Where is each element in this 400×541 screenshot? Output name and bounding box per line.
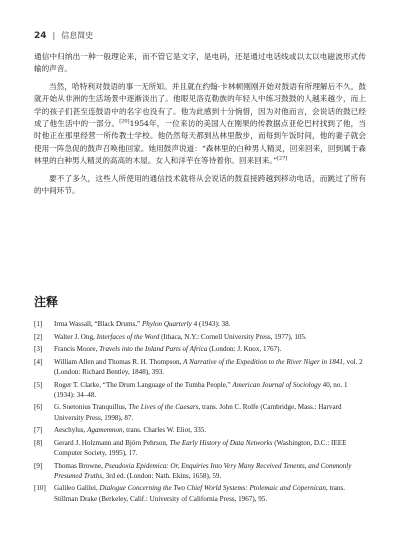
header-separator: | — [52, 31, 56, 40]
note-number: [3] — [34, 345, 43, 354]
note-text-plain: 4 (1943): 38. — [191, 320, 231, 328]
note-item — [34, 332, 368, 342]
footnote-ref: [27] — [277, 155, 288, 162]
note-text-title: American Journal of Sociology — [232, 380, 321, 389]
note-text-plain: Thomas Browne, — [54, 461, 105, 470]
note-text-title: The Early History of Data Networks — [169, 438, 273, 447]
note-text-plain: Francis Moore, — [54, 345, 100, 354]
note-item — [34, 438, 368, 458]
notes-list — [34, 319, 368, 506]
note-text — [54, 319, 368, 329]
note-text-title: Interfaces of the Word — [96, 332, 160, 341]
note-text-title: Dialogue Concerning the Two Chief World Systems: Ptolemaic and Copernican — [99, 484, 326, 493]
note-text-plain: , trans. Charles W. Eliot, 335. — [122, 426, 207, 435]
note-text — [54, 344, 368, 354]
note-text-title: Agamemnon — [87, 426, 123, 435]
book-title: 信息简史 — [61, 31, 94, 40]
note-item — [34, 461, 368, 481]
note-number: [2] — [34, 332, 43, 341]
paragraph — [34, 81, 366, 168]
running-header — [34, 30, 366, 44]
note-item — [34, 357, 368, 377]
paragraph: 通信中归纳出一种一般理论来，而不管它是文字，是电码，还是通过电话线或以太以电磁波形式传输的声音。 — [34, 52, 366, 74]
note-item — [34, 483, 368, 503]
note-text-title: A Narrative of the Expedition to the River Niger in 1841 — [183, 357, 343, 366]
footnote-ref: [20] — [119, 118, 130, 125]
paragraph-text: 当然，哈特利对鼓语的事一无所知。并且就在约翰·卡林顿刚刚开始对鼓语有所理解后不久，鼓就开始从非洲的生活场景中逐渐淡出了。他眼见洛克勒族的年轻人中练习鼓鼓的人越来越少，而上学的孩子们甚至连鼓语中的名字也没有了。他为此感到十分惋惜，因为对他而言，会说话的鼓已经成了他生活中的一部分。 — [34, 81, 366, 129]
note-item — [34, 425, 368, 435]
note-text-title: Pseudoxia Epidemica: Or, Enquiries Into Very Many Received Tenents, and Commonly Presumed Truths — [54, 461, 352, 480]
note-text — [54, 380, 368, 400]
note-item — [34, 319, 368, 329]
note-number: [5] — [34, 380, 43, 389]
page-number: 24 — [34, 31, 47, 41]
notes-heading: 注释 — [34, 295, 59, 309]
note-text-plain: Aeschylus, — [54, 426, 88, 435]
paragraph: 要不了多久，这些人所使用的通信技术就将从会说话的鼓直接跨越到移动电话，而跳过了所有的中间环节。 — [34, 173, 366, 196]
note-text-plain: , trans. Stillman Drake (Berkeley, Calif.: University of California Press, 1967), 95. — [54, 484, 346, 503]
note-text-plain: (London: J. Knox, 1767). — [207, 345, 282, 354]
note-number: [10] — [34, 484, 46, 493]
note-text-plain: Gerard J. Holzmann and Björn Pehrson, — [54, 438, 170, 447]
note-text-plain: G. Suetonius Tranquillus, — [54, 403, 129, 412]
note-text-plain: William Allen and Thomas R. H. Thompson, — [54, 357, 184, 366]
note-text-plain: , 3rd ed. (London: Nath. Ekins, 1658), 59. — [102, 471, 222, 480]
note-text — [54, 483, 368, 503]
note-number: [1] — [34, 320, 43, 328]
note-number: [8] — [34, 438, 43, 447]
note-item — [34, 344, 368, 354]
note-text — [54, 425, 368, 435]
note-number: [9] — [34, 461, 43, 470]
note-text-title: Phylon Quarterly — [141, 320, 192, 328]
note-number: [7] — [34, 426, 43, 435]
note-number: [6] — [34, 403, 43, 412]
note-text — [54, 461, 368, 481]
note-item — [34, 380, 368, 400]
note-text — [54, 438, 368, 458]
note-text-plain: , vol. 2 (London: Richard Bentley, 1848), 393. — [54, 357, 363, 376]
note-text — [54, 357, 368, 377]
note-text-plain: Roger T. Clarke, “The Drum Language of the Tumba People,” — [54, 380, 233, 389]
note-text-plain: 40, no. 1 (1934): 34–48. — [54, 380, 348, 399]
note-text-plain: Walter J. Ong, — [54, 332, 97, 341]
note-text-title: The Lives of the Caesars — [128, 403, 199, 412]
note-text-plain: , trans. John C. Rolfe (Cambridge, Mass.: Harvard University Press, 1998), 87. — [54, 403, 342, 422]
note-text-plain: (Washington, D.C.: IEEE Computer Society, 1995), 17. — [54, 438, 347, 457]
note-text-plain: Irma Wassall, “Black Drums,” — [54, 320, 142, 328]
note-text-plain: (Ithaca, N.Y.: Cornell University Press, 1977), 105. — [159, 332, 307, 341]
paragraph-text: 1954年，一位来访的美国人在刚果的传教据点亚伦巴村找到了他，当时他正在那里经营一所传教士学校。他仍然每天都到丛林里散步，而每到午饭时间，他的妻子就会使用一阵急促的鼓声召唤他回家。她用鼓声说道：“森林里的白种男人精灵，回来回来，回到属于森林里的白种男人精灵的高高的木屋。女人和洋芋在等待着你。回来回来。” — [34, 119, 366, 166]
note-text-title: Travels into the Inland Parts of Africa — [99, 345, 208, 354]
note-text — [54, 402, 368, 422]
note-number: [4] — [34, 357, 43, 366]
note-item — [34, 402, 368, 422]
body-text — [34, 51, 366, 202]
note-text — [54, 332, 368, 342]
note-text-plain: Galileo Galilei, — [54, 484, 100, 493]
